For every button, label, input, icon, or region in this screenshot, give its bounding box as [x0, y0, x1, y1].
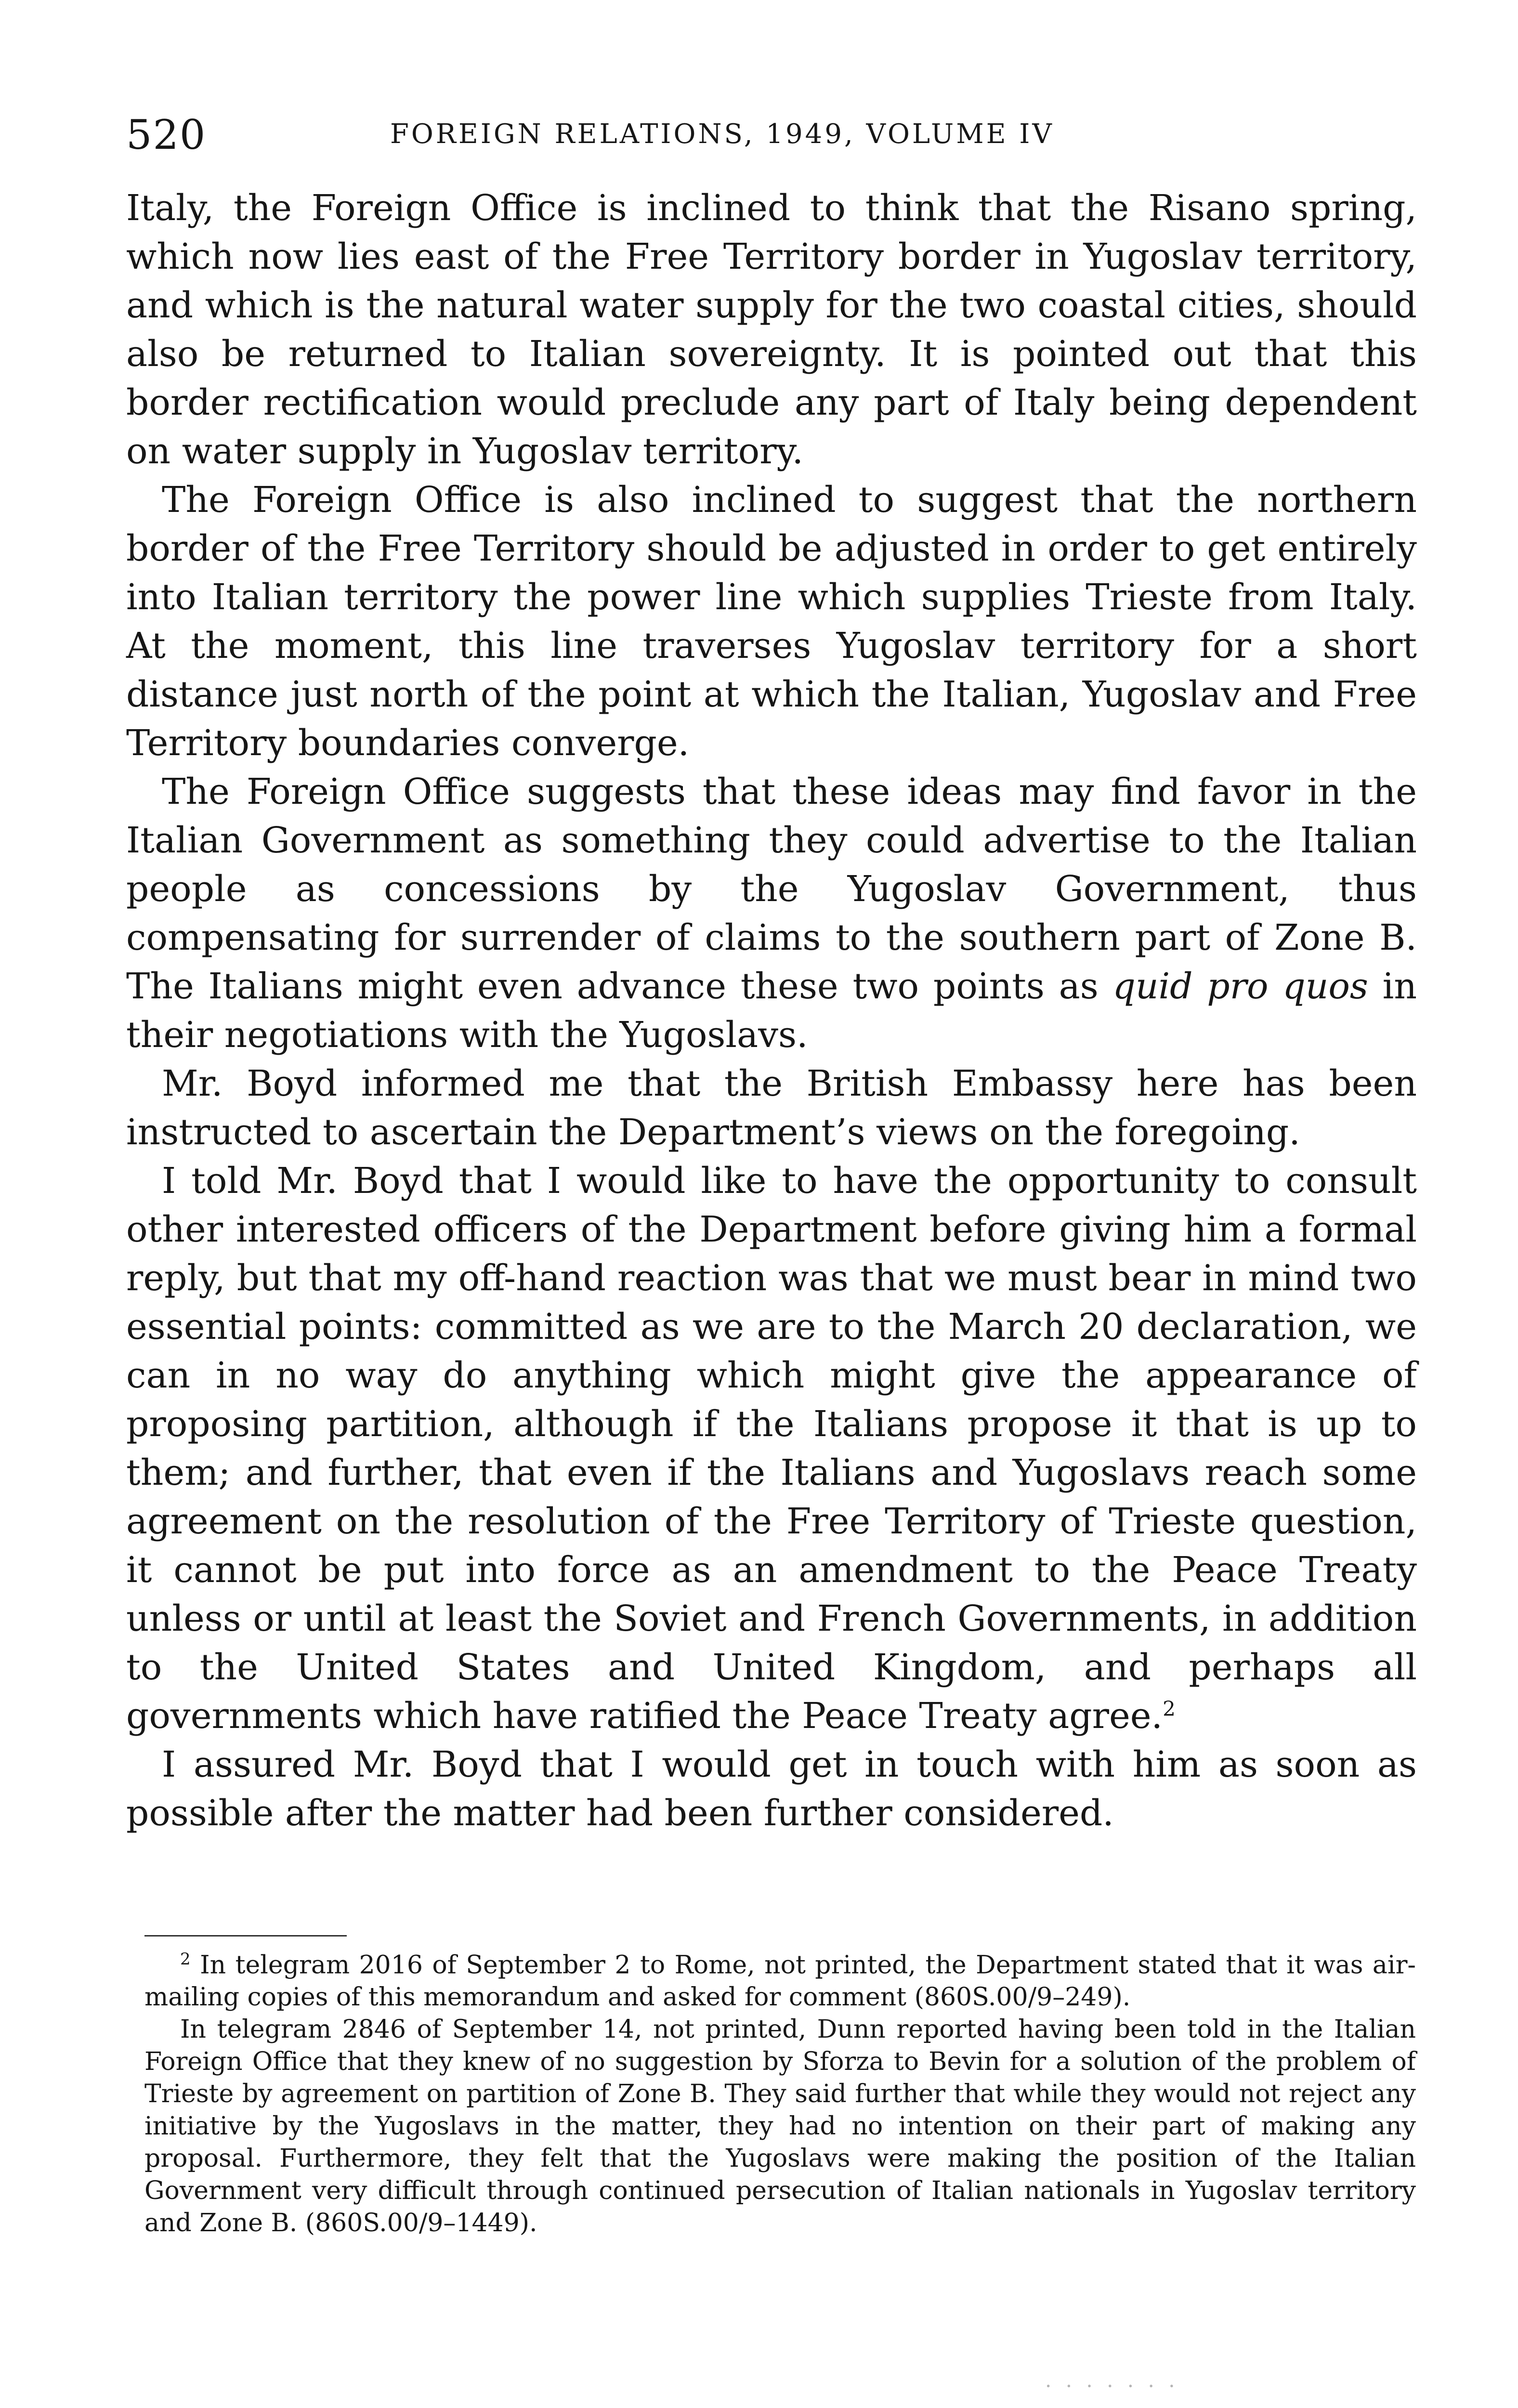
footnote-marker: 2	[180, 1950, 191, 1969]
paragraph-1: Italy, the Foreign Office is inclined to think that the Risano spring, which now lies east of the Free Territory border in Yugoslav territory, and which is the natural water supply for the two coastal cities, should also be returned to Italian sovereignty. It is pointed out that this border rectification would preclude any part of Italy being dependent on water supply in Yugoslav territory.	[126, 187, 1417, 472]
scan-artifact-decoration: · · · · · · ·	[1045, 2374, 1179, 2398]
footnotes	[144, 1943, 1416, 2239]
footnote-2	[144, 1943, 1416, 2014]
paragraph-3-text-a: The Foreign Office suggests that these ideas may find favor in the Italian Government as something they could advertise to the Italian people as concessions by the Yugoslav Government, thus compensating for surrender of claims to the southern part of Zone B. The Italians might even advance these two points as	[126, 771, 1417, 1007]
paragraph-5-text: I told Mr. Boyd that I would like to have the opportunity to consult other interested officers of the Department before giving him a formal reply, but that my off-hand reaction was that we must bear in mind two essential points: committed as we are to the March 20 declaration, we can in no way do anything which might give the appearance of proposing partition, although if the Italians propose it that is up to them; and further, that even if the Italians and Yugoslavs reach some agreement on the resolution of the Free Territory of Trieste question, it cannot be put into force as an amendment to the Peace Treaty unless or until at least the Soviet and French Governments, in addition to the United States and United Kingdom, and perhaps all governments which have ratified the Peace Treaty agree.	[126, 1160, 1417, 1737]
paragraph-4: Mr. Boyd informed me that the British Embassy here has been instructed to ascertain the Department’s views on the foregoing.	[126, 1063, 1417, 1153]
running-head	[126, 108, 1422, 171]
paragraph-5	[126, 1157, 1417, 1741]
paragraph-3-italic: quid pro quos	[1112, 966, 1368, 1007]
footnote-divider	[144, 1935, 347, 1937]
running-title: FOREIGN RELATIONS, 1949, VOLUME IV	[390, 118, 1054, 150]
main-text	[126, 184, 1417, 1838]
page-number: 520	[126, 111, 207, 158]
paragraph-6: I assured Mr. Boyd that I would get in touch with him as soon as possible after the matter had been further considered.	[126, 1744, 1417, 1834]
paragraph-2: The Foreign Office is also inclined to suggest that the northern border of the Free Territory should be adjusted in order to get entirely into Italian territory the power line which supplies Trieste from Italy. At the moment, this line traverses Yugoslav territory for a short distance just north of the point at which the Italian, Yugoslav and Free Territory boundaries converge.	[126, 479, 1417, 764]
footnote-reference: 2	[1163, 1697, 1176, 1721]
paragraph-3-text-b: in their negotiations with the Yugoslavs.	[126, 966, 1417, 1056]
paragraph-3	[126, 768, 1417, 1060]
footnote-2-text: In telegram 2016 of September 2 to Rome, not printed, the Department stated that it was air-mailing copies of this memorandum and asked for comment (860S.00/9–249).	[144, 1950, 1416, 2012]
footnote-2-continued: In telegram 2846 of September 14, not printed, Dunn reported having been told in the Italian Foreign Office that they knew of no suggestion by Sforza to Bevin for a solution of the problem of Trieste by agreement on partition of Zone B. They said further that while they would not reject any initiative by the Yugoslavs in the matter, they had no intention on their part of making any proposal. Furthermore, they felt that the Yugoslavs were making the position of the Italian Government very difficult through continued persecution of Italian nationals in Yugoslav territory and Zone B. (860S.00/9–1449).	[144, 2015, 1416, 2238]
